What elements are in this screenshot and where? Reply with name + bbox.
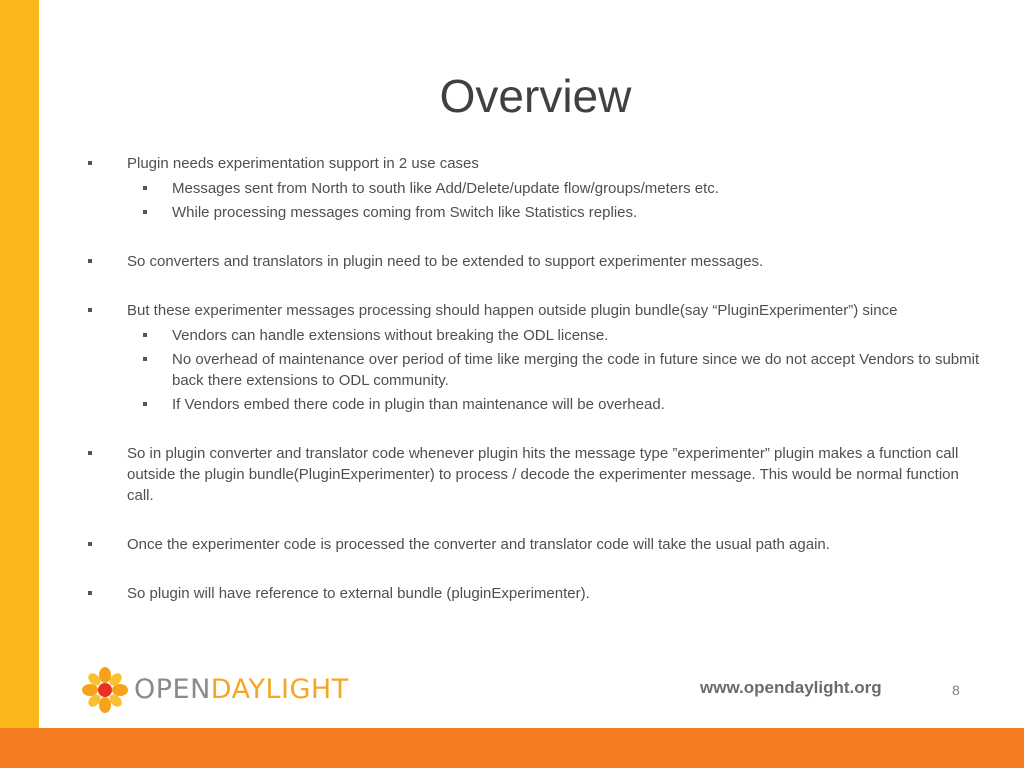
logo-wordmark bbox=[134, 664, 349, 716]
slide-title: Overview bbox=[439, 70, 632, 122]
square-bullet-icon bbox=[143, 402, 147, 406]
bullet-list bbox=[80, 153, 980, 604]
logo-open-text: OPEN bbox=[134, 674, 211, 705]
logo-daylight-text: DAYLIGHT bbox=[210, 674, 349, 705]
sub-bullet-item bbox=[127, 202, 980, 223]
opendaylight-sun-icon bbox=[80, 665, 130, 715]
bullet-text: Once the experimenter code is processed the converter and translator code will take the usual path again. bbox=[127, 536, 830, 553]
bullet-item bbox=[80, 443, 980, 506]
bullet-item bbox=[80, 534, 980, 555]
sub-bullet-text: If Vendors embed there code in plugin than maintenance will be overhead. bbox=[172, 396, 665, 413]
square-bullet-icon bbox=[88, 542, 92, 546]
bullet-text: But these experimenter messages processing should happen outside plugin bundle(say “PluginExperimenter”) since bbox=[127, 302, 898, 319]
bullet-text: Plugin needs experimentation support in 2 use cases bbox=[127, 155, 479, 172]
sub-bullet-item bbox=[127, 394, 980, 415]
square-bullet-icon bbox=[143, 186, 147, 190]
square-bullet-icon bbox=[88, 451, 92, 455]
page-number: 8 bbox=[952, 682, 960, 698]
footer-url[interactable]: www.opendaylight.org bbox=[700, 678, 882, 697]
sub-bullet-item bbox=[127, 349, 980, 391]
sub-bullet-text: Vendors can handle extensions without breaking the ODL license. bbox=[172, 327, 609, 344]
square-bullet-icon bbox=[143, 357, 147, 361]
bullet-text: So in plugin converter and translator code whenever plugin hits the message type ”experimenter” plugin makes a function call outside the plugin bundle(PluginExperimenter) to process / decode the experimenter message. This would be normal function call. bbox=[127, 445, 959, 504]
sub-bullet-text: While processing messages coming from Switch like Statistics replies. bbox=[172, 204, 638, 221]
square-bullet-icon bbox=[88, 161, 92, 165]
bullet-item bbox=[80, 300, 980, 415]
opendaylight-logo bbox=[80, 664, 349, 716]
sub-bullet-text: No overhead of maintenance over period of time like merging the code in future since we do not accept Vendors to submit back there extensions to ODL community. bbox=[172, 351, 980, 389]
sub-bullet-item bbox=[127, 325, 980, 346]
left-accent-bar bbox=[0, 0, 39, 728]
bullet-text: So plugin will have reference to external bundle (pluginExperimenter). bbox=[127, 585, 590, 602]
square-bullet-icon bbox=[143, 210, 147, 214]
sub-bullet-list bbox=[127, 178, 980, 223]
bullet-item bbox=[80, 583, 980, 604]
sub-bullet-text: Messages sent from North to south like Add/Delete/update flow/groups/meters etc. bbox=[172, 180, 719, 197]
sub-bullet-item bbox=[127, 178, 980, 199]
bullet-text: So converters and translators in plugin need to be extended to support experimenter messages. bbox=[127, 253, 764, 270]
square-bullet-icon bbox=[88, 591, 92, 595]
square-bullet-icon bbox=[143, 333, 147, 337]
bottom-accent-bar bbox=[0, 728, 1024, 768]
sub-bullet-list bbox=[127, 325, 980, 415]
bullet-item bbox=[80, 153, 980, 223]
square-bullet-icon bbox=[88, 308, 92, 312]
bullet-item bbox=[80, 251, 980, 272]
slide-content bbox=[80, 153, 980, 604]
square-bullet-icon bbox=[88, 259, 92, 263]
